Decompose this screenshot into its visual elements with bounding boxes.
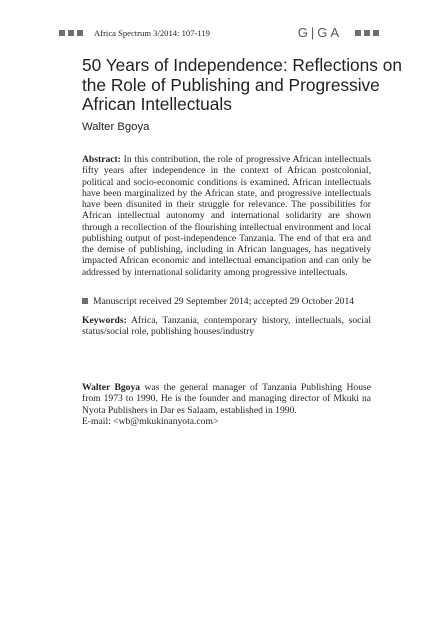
square-icon (373, 30, 379, 36)
square-icon (68, 30, 74, 36)
header-squares-left (59, 30, 83, 36)
article-title: 50 Years of Independence: Reflections on the Role of Publishing and Progressive African Intellectuals (82, 55, 402, 114)
bullet-square-icon (82, 298, 88, 304)
header-squares-right (355, 30, 379, 36)
article-author: Walter Bgoya (82, 121, 150, 133)
author-bio (82, 382, 371, 427)
keywords-text: Africa, Tanzania, contemporary history, intellectuals, social status/social role, publishing houses/industry (82, 315, 371, 338)
manuscript-dates (82, 296, 371, 307)
journal-reference: Africa Spectrum 3/2014: 107-119 (94, 28, 210, 38)
manuscript-text: Manuscript received 29 September 2014; accepted 29 October 2014 (93, 296, 355, 307)
square-icon (355, 30, 361, 36)
keywords-label: Keywords: (82, 315, 127, 326)
abstract-text: In this contribution, the role of progressive African intellectuals fifty years after independence in the context of African postcolonial, political and socio-economic conditions is examined. African intellectuals have been marginalized by the African state, and progressive intellectuals have been disunited in their struggle for relevance. The possibilities for African intellectual autonomy and international solidarity are shown through a recollection of the flourishing intellectual environment and local publishing output of post-independence Tanzania. The end of that era and the demise of publishing, including in African languages, has negatively impacted African economic and intellectual emancipation and can only be addressed by international solidarity among progressive intellectuals. (82, 154, 371, 278)
square-icon (364, 30, 370, 36)
author-email[interactable]: E-mail: <wb@mkukinanyota.com> (82, 415, 219, 427)
abstract (82, 154, 371, 278)
giga-logo: G|GA (297, 25, 342, 40)
square-icon (59, 30, 65, 36)
abstract-label: Abstract: (82, 154, 121, 165)
bio-name: Walter Bgoya (82, 382, 141, 393)
keywords (82, 315, 371, 338)
page-header (59, 25, 379, 42)
bio-text: was the general manager of Tanzania Publishing House from 1973 to 1990. He is the founder and managing director of Mkuki na Nyota Publishers in Dar es Salaam, established in 1990. (82, 382, 371, 416)
square-icon (77, 30, 83, 36)
